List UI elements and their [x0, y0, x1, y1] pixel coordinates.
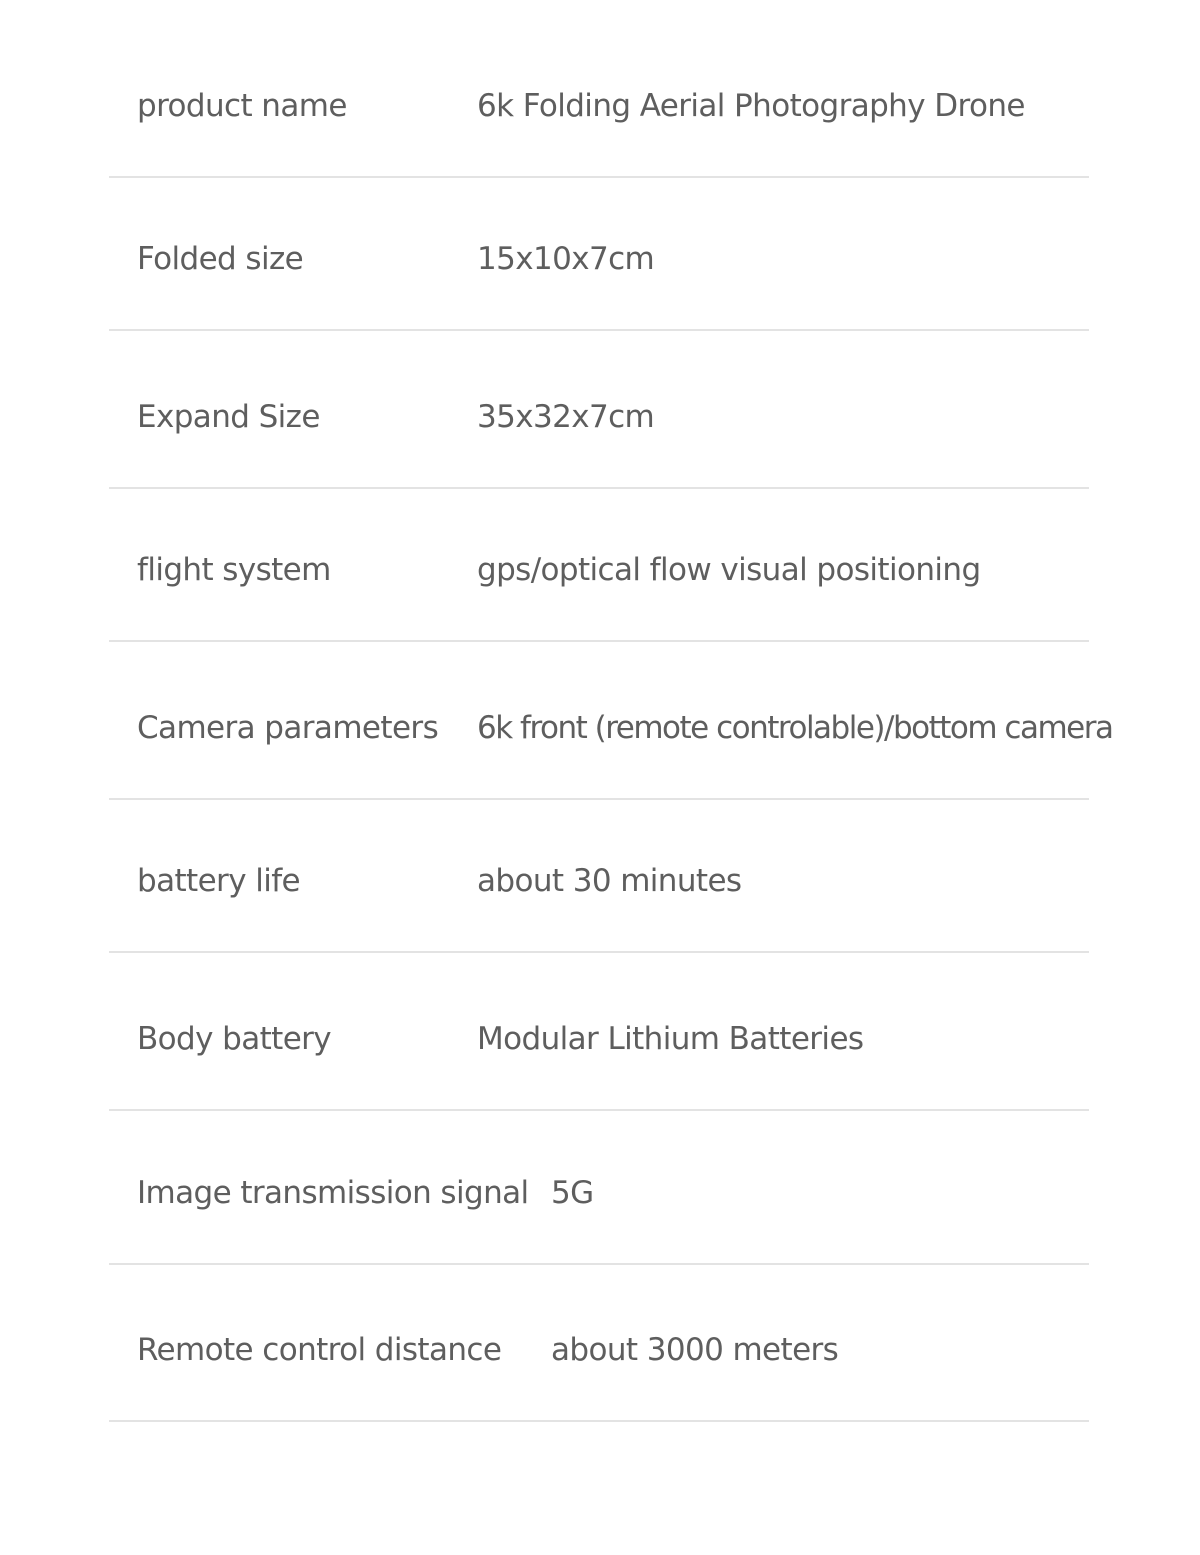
spec-label: Body battery: [137, 1021, 332, 1057]
spec-value: 15x10x7cm: [477, 241, 655, 277]
spec-value: gps/optical flow visual positioning: [477, 552, 981, 588]
spec-value: about 3000 meters: [551, 1332, 839, 1368]
row-divider: [109, 1420, 1089, 1422]
row-divider: [109, 1263, 1089, 1265]
spec-label: Image transmission signal: [137, 1175, 529, 1211]
spec-value: 5G: [551, 1175, 594, 1211]
row-divider: [109, 1109, 1089, 1111]
spec-value: 6k front (remote controlable)/bottom camera: [477, 710, 1113, 746]
spec-value: about 30 minutes: [477, 863, 742, 899]
row-divider: [109, 329, 1089, 331]
row-divider: [109, 951, 1089, 953]
spec-label: Expand Size: [137, 399, 320, 435]
row-divider: [109, 798, 1089, 800]
row-divider: [109, 176, 1089, 178]
row-divider: [109, 487, 1089, 489]
spec-label: battery life: [137, 863, 301, 899]
spec-label: Remote control distance: [137, 1332, 502, 1368]
spec-label: product name: [137, 88, 347, 124]
row-divider: [109, 640, 1089, 642]
spec-label: Camera parameters: [137, 710, 439, 746]
spec-value: Modular Lithium Batteries: [477, 1021, 864, 1057]
spec-value: 6k Folding Aerial Photography Drone: [477, 88, 1025, 124]
spec-label: flight system: [137, 552, 331, 588]
spec-value: 35x32x7cm: [477, 399, 655, 435]
spec-label: Folded size: [137, 241, 304, 277]
